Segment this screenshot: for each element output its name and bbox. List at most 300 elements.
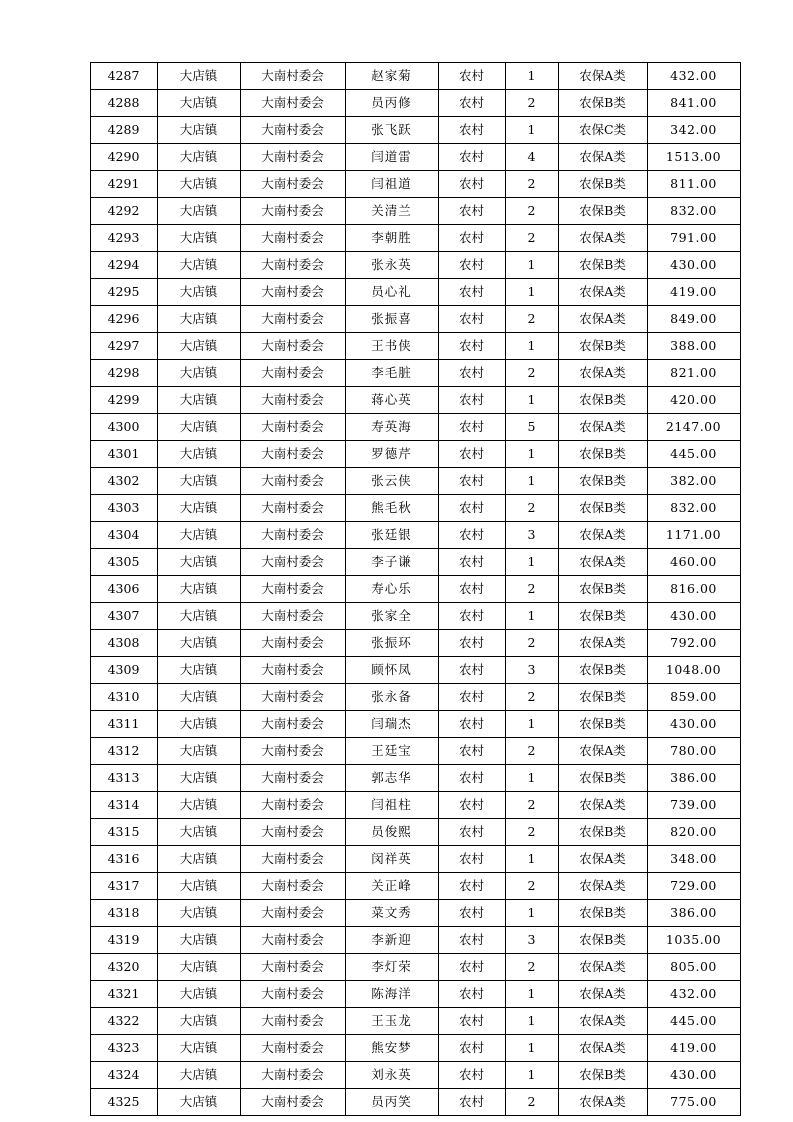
cell-amount: 1171.00 [647,522,740,549]
table-row [90,306,740,333]
cell-town: 大店镇 [157,603,240,630]
cell-count: 2 [505,954,558,981]
cell-amount: 841.00 [647,90,740,117]
cell-type: 农村 [438,468,505,495]
cell-name: 张廷银 [345,522,438,549]
cell-id: 4314 [90,792,157,819]
cell-town: 大店镇 [157,684,240,711]
cell-town: 大店镇 [157,198,240,225]
table-row [90,873,740,900]
cell-village: 大南村委会 [240,90,345,117]
cell-town: 大店镇 [157,171,240,198]
cell-village: 大南村委会 [240,846,345,873]
cell-count: 2 [505,1089,558,1116]
cell-id: 4325 [90,1089,157,1116]
cell-name: 菜文秀 [345,900,438,927]
cell-id: 4318 [90,900,157,927]
cell-amount: 2147.00 [647,414,740,441]
cell-town: 大店镇 [157,225,240,252]
cell-type: 农村 [438,765,505,792]
cell-town: 大店镇 [157,306,240,333]
cell-village: 大南村委会 [240,117,345,144]
table-row [90,90,740,117]
cell-amount: 816.00 [647,576,740,603]
cell-town: 大店镇 [157,495,240,522]
cell-id: 4322 [90,1008,157,1035]
table-row [90,171,740,198]
cell-count: 1 [505,711,558,738]
cell-count: 1 [505,441,558,468]
cell-count: 1 [505,252,558,279]
cell-type: 农村 [438,522,505,549]
cell-village: 大南村委会 [240,873,345,900]
table-row [90,414,740,441]
cell-category: 农保B类 [558,90,647,117]
table-row [90,495,740,522]
cell-amount: 342.00 [647,117,740,144]
cell-category: 农保A类 [558,954,647,981]
cell-count: 2 [505,576,558,603]
cell-type: 农村 [438,495,505,522]
cell-count: 1 [505,117,558,144]
cell-village: 大南村委会 [240,1008,345,1035]
cell-name: 张振喜 [345,306,438,333]
cell-id: 4303 [90,495,157,522]
cell-type: 农村 [438,387,505,414]
cell-village: 大南村委会 [240,468,345,495]
cell-count: 2 [505,171,558,198]
cell-id: 4317 [90,873,157,900]
cell-village: 大南村委会 [240,441,345,468]
cell-name: 张飞跃 [345,117,438,144]
cell-amount: 811.00 [647,171,740,198]
cell-count: 1 [505,387,558,414]
cell-town: 大店镇 [157,954,240,981]
cell-village: 大南村委会 [240,792,345,819]
cell-village: 大南村委会 [240,306,345,333]
cell-category: 农保B类 [558,252,647,279]
cell-name: 王廷宝 [345,738,438,765]
cell-town: 大店镇 [157,630,240,657]
cell-type: 农村 [438,1035,505,1062]
cell-amount: 775.00 [647,1089,740,1116]
cell-amount: 1513.00 [647,144,740,171]
cell-village: 大南村委会 [240,360,345,387]
cell-type: 农村 [438,1089,505,1116]
cell-village: 大南村委会 [240,279,345,306]
cell-name: 张永英 [345,252,438,279]
cell-type: 农村 [438,927,505,954]
cell-count: 3 [505,522,558,549]
cell-amount: 430.00 [647,603,740,630]
cell-name: 郭志华 [345,765,438,792]
cell-count: 2 [505,198,558,225]
cell-count: 2 [505,738,558,765]
cell-id: 4304 [90,522,157,549]
cell-name: 顾怀凤 [345,657,438,684]
cell-name: 闫道雷 [345,144,438,171]
cell-category: 农保A类 [558,1089,647,1116]
cell-name: 关正峰 [345,873,438,900]
cell-name: 闫瑞杰 [345,711,438,738]
cell-id: 4312 [90,738,157,765]
cell-count: 2 [505,495,558,522]
cell-id: 4301 [90,441,157,468]
cell-category: 农保B类 [558,765,647,792]
cell-town: 大店镇 [157,144,240,171]
cell-town: 大店镇 [157,360,240,387]
cell-amount: 445.00 [647,441,740,468]
cell-count: 2 [505,684,558,711]
cell-amount: 445.00 [647,1008,740,1035]
cell-village: 大南村委会 [240,900,345,927]
cell-town: 大店镇 [157,387,240,414]
cell-amount: 821.00 [647,360,740,387]
cell-category: 农保C类 [558,117,647,144]
cell-category: 农保A类 [558,630,647,657]
cell-count: 1 [505,549,558,576]
table-row [90,954,740,981]
cell-count: 2 [505,90,558,117]
cell-type: 农村 [438,90,505,117]
cell-id: 4319 [90,927,157,954]
cell-category: 农保A类 [558,549,647,576]
cell-town: 大店镇 [157,90,240,117]
cell-count: 1 [505,468,558,495]
cell-town: 大店镇 [157,414,240,441]
cell-count: 1 [505,900,558,927]
cell-category: 农保A类 [558,873,647,900]
cell-count: 1 [505,1035,558,1062]
table-row [90,549,740,576]
table-row [90,117,740,144]
cell-town: 大店镇 [157,63,240,90]
cell-type: 农村 [438,360,505,387]
cell-id: 4290 [90,144,157,171]
cell-name: 闵祥英 [345,846,438,873]
cell-id: 4297 [90,333,157,360]
cell-amount: 386.00 [647,765,740,792]
cell-type: 农村 [438,981,505,1008]
cell-category: 农保B类 [558,684,647,711]
cell-name: 李新迎 [345,927,438,954]
cell-amount: 432.00 [647,981,740,1008]
cell-village: 大南村委会 [240,738,345,765]
cell-type: 农村 [438,63,505,90]
table-row [90,360,740,387]
cell-type: 农村 [438,819,505,846]
cell-category: 农保A类 [558,846,647,873]
table-row [90,792,740,819]
cell-amount: 859.00 [647,684,740,711]
cell-amount: 729.00 [647,873,740,900]
cell-name: 李朝胜 [345,225,438,252]
cell-id: 4309 [90,657,157,684]
cell-amount: 1048.00 [647,657,740,684]
cell-amount: 1035.00 [647,927,740,954]
cell-id: 4288 [90,90,157,117]
cell-town: 大店镇 [157,1089,240,1116]
cell-id: 4291 [90,171,157,198]
table-row [90,522,740,549]
cell-village: 大南村委会 [240,711,345,738]
cell-village: 大南村委会 [240,549,345,576]
cell-category: 农保A类 [558,792,647,819]
cell-name: 员心礼 [345,279,438,306]
table-row [90,441,740,468]
cell-category: 农保A类 [558,414,647,441]
cell-town: 大店镇 [157,522,240,549]
cell-village: 大南村委会 [240,63,345,90]
cell-id: 4323 [90,1035,157,1062]
cell-town: 大店镇 [157,279,240,306]
cell-category: 农保B类 [558,576,647,603]
cell-amount: 832.00 [647,198,740,225]
cell-count: 2 [505,819,558,846]
cell-type: 农村 [438,333,505,360]
cell-id: 4298 [90,360,157,387]
cell-name: 李灯荣 [345,954,438,981]
cell-name: 闫祖柱 [345,792,438,819]
cell-town: 大店镇 [157,1008,240,1035]
cell-id: 4306 [90,576,157,603]
table-body [90,63,740,1116]
cell-village: 大南村委会 [240,495,345,522]
cell-town: 大店镇 [157,981,240,1008]
cell-id: 4305 [90,549,157,576]
cell-name: 张家全 [345,603,438,630]
cell-id: 4302 [90,468,157,495]
cell-category: 农保A类 [558,279,647,306]
cell-id: 4293 [90,225,157,252]
cell-name: 寿英海 [345,414,438,441]
cell-category: 农保B类 [558,495,647,522]
cell-category: 农保A类 [558,63,647,90]
table-row [90,333,740,360]
cell-village: 大南村委会 [240,1062,345,1089]
table-row [90,1008,740,1035]
cell-category: 农保B类 [558,900,647,927]
table-row [90,819,740,846]
cell-town: 大店镇 [157,738,240,765]
cell-id: 4296 [90,306,157,333]
cell-village: 大南村委会 [240,981,345,1008]
cell-type: 农村 [438,144,505,171]
cell-name: 闫祖道 [345,171,438,198]
cell-name: 员丙笑 [345,1089,438,1116]
cell-name: 罗德芹 [345,441,438,468]
cell-town: 大店镇 [157,873,240,900]
cell-category: 农保A类 [558,144,647,171]
cell-type: 农村 [438,252,505,279]
cell-name: 寿心乐 [345,576,438,603]
cell-count: 1 [505,603,558,630]
cell-category: 农保B类 [558,927,647,954]
cell-town: 大店镇 [157,900,240,927]
cell-category: 农保B类 [558,171,647,198]
cell-id: 4299 [90,387,157,414]
cell-amount: 820.00 [647,819,740,846]
cell-count: 1 [505,765,558,792]
table-row [90,1062,740,1089]
cell-amount: 832.00 [647,495,740,522]
cell-type: 农村 [438,1062,505,1089]
cell-count: 4 [505,144,558,171]
cell-village: 大南村委会 [240,252,345,279]
cell-village: 大南村委会 [240,144,345,171]
cell-amount: 430.00 [647,1062,740,1089]
cell-village: 大南村委会 [240,819,345,846]
cell-name: 员丙修 [345,90,438,117]
cell-town: 大店镇 [157,576,240,603]
cell-town: 大店镇 [157,333,240,360]
cell-category: 农保A类 [558,225,647,252]
table-row [90,576,740,603]
cell-town: 大店镇 [157,819,240,846]
cell-type: 农村 [438,1008,505,1035]
cell-town: 大店镇 [157,765,240,792]
cell-village: 大南村委会 [240,1035,345,1062]
table-row [90,738,740,765]
cell-town: 大店镇 [157,1062,240,1089]
cell-count: 5 [505,414,558,441]
cell-amount: 430.00 [647,252,740,279]
cell-id: 4292 [90,198,157,225]
cell-village: 大南村委会 [240,684,345,711]
cell-name: 赵家菊 [345,63,438,90]
table-row [90,1035,740,1062]
cell-village: 大南村委会 [240,333,345,360]
cell-count: 1 [505,279,558,306]
cell-type: 农村 [438,576,505,603]
cell-count: 2 [505,306,558,333]
table-row [90,927,740,954]
cell-type: 农村 [438,171,505,198]
cell-name: 关清兰 [345,198,438,225]
cell-id: 4300 [90,414,157,441]
cell-category: 农保A类 [558,306,647,333]
cell-amount: 382.00 [647,468,740,495]
cell-amount: 791.00 [647,225,740,252]
cell-village: 大南村委会 [240,630,345,657]
table-container [90,62,722,1116]
cell-id: 4287 [90,63,157,90]
cell-type: 农村 [438,954,505,981]
table-row [90,900,740,927]
table-row [90,252,740,279]
cell-village: 大南村委会 [240,387,345,414]
cell-type: 农村 [438,792,505,819]
cell-town: 大店镇 [157,657,240,684]
cell-town: 大店镇 [157,711,240,738]
cell-type: 农村 [438,900,505,927]
cell-id: 4315 [90,819,157,846]
cell-name: 蒋心英 [345,387,438,414]
cell-village: 大南村委会 [240,576,345,603]
cell-village: 大南村委会 [240,414,345,441]
cell-amount: 419.00 [647,1035,740,1062]
table-row [90,765,740,792]
cell-name: 李子谦 [345,549,438,576]
cell-village: 大南村委会 [240,1089,345,1116]
cell-amount: 792.00 [647,630,740,657]
cell-amount: 780.00 [647,738,740,765]
cell-type: 农村 [438,414,505,441]
cell-id: 4310 [90,684,157,711]
cell-type: 农村 [438,846,505,873]
cell-type: 农村 [438,198,505,225]
cell-id: 4320 [90,954,157,981]
cell-village: 大南村委会 [240,603,345,630]
cell-category: 农保A类 [558,738,647,765]
table-row [90,279,740,306]
cell-type: 农村 [438,630,505,657]
cell-name: 李毛脏 [345,360,438,387]
cell-town: 大店镇 [157,468,240,495]
cell-town: 大店镇 [157,441,240,468]
cell-category: 农保A类 [558,360,647,387]
cell-count: 1 [505,63,558,90]
cell-count: 2 [505,792,558,819]
cell-amount: 386.00 [647,900,740,927]
cell-count: 3 [505,657,558,684]
cell-amount: 739.00 [647,792,740,819]
cell-amount: 430.00 [647,711,740,738]
cell-category: 农保A类 [558,981,647,1008]
cell-name: 熊毛秋 [345,495,438,522]
cell-category: 农保B类 [558,333,647,360]
cell-amount: 419.00 [647,279,740,306]
cell-name: 王玉龙 [345,1008,438,1035]
cell-amount: 388.00 [647,333,740,360]
cell-town: 大店镇 [157,549,240,576]
cell-amount: 420.00 [647,387,740,414]
cell-type: 农村 [438,873,505,900]
cell-id: 4295 [90,279,157,306]
cell-count: 3 [505,927,558,954]
cell-category: 农保B类 [558,387,647,414]
cell-town: 大店镇 [157,1035,240,1062]
cell-count: 1 [505,1062,558,1089]
cell-category: 农保B类 [558,441,647,468]
table-row [90,981,740,1008]
cell-id: 4289 [90,117,157,144]
cell-village: 大南村委会 [240,522,345,549]
cell-name: 员俊熙 [345,819,438,846]
table-row [90,144,740,171]
cell-count: 2 [505,360,558,387]
cell-village: 大南村委会 [240,657,345,684]
cell-type: 农村 [438,225,505,252]
cell-category: 农保A类 [558,1035,647,1062]
cell-amount: 348.00 [647,846,740,873]
cell-type: 农村 [438,711,505,738]
cell-id: 4313 [90,765,157,792]
cell-category: 农保B类 [558,819,647,846]
cell-type: 农村 [438,306,505,333]
cell-id: 4294 [90,252,157,279]
table-row [90,1089,740,1116]
cell-type: 农村 [438,603,505,630]
cell-name: 陈海洋 [345,981,438,1008]
cell-name: 刘永英 [345,1062,438,1089]
cell-town: 大店镇 [157,252,240,279]
table-row [90,387,740,414]
cell-id: 4321 [90,981,157,1008]
cell-type: 农村 [438,117,505,144]
table-row [90,198,740,225]
cell-count: 1 [505,846,558,873]
